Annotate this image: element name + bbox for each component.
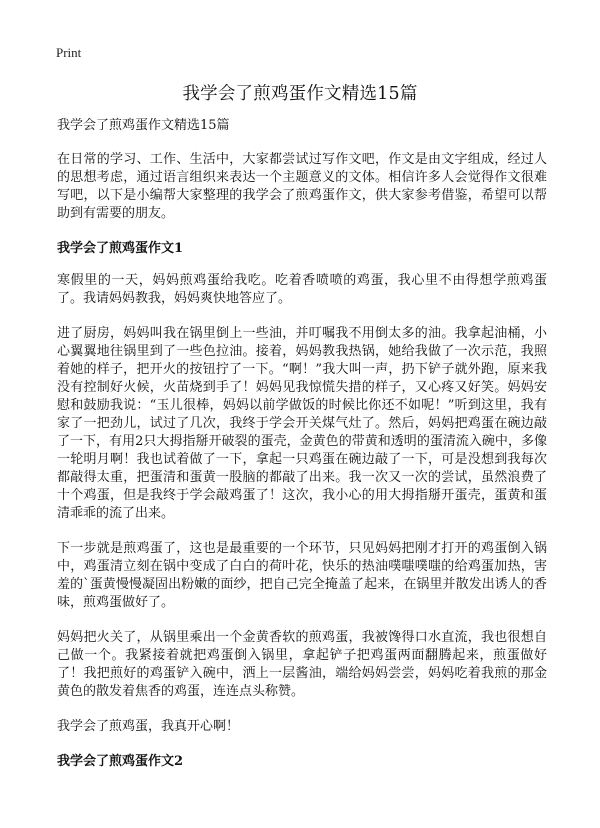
essay-1-paragraph-2: 进了厨房，妈妈叫我在锅里倒上一些油，并叮嘱我不用倒太多的油。我拿起油桶，小心翼翼地往锅里到了一些色拉油。接着，妈妈教我热锅，她给我做了一次示范，我照着她的样子，把开火的按钮拧了一下。“啊！”我大叫一声，扔下铲子就外跑，原来我没有控制好火候，火苗烧到手了！妈妈见我惊慌失措的样子，又心疼又好笑。妈妈安慰和鼓励我说：“玉儿很棒，妈妈以前学做饭的时候比你还不如呢！”听到这里，我有家了一把劲儿，试过了几次，我终于学会开关煤气灶了。然后，妈妈把鸡蛋在碗边敲了一下，有用2只大拇指掰开破裂的蛋壳，金黄色的带黄和透明的蛋清流入碗中，多像一轮明月啊！我也试着做了一下，拿起一只鸡蛋在碗边敲了一下，可是没想到我每次都敲得太重，把蛋清和蛋黄一股脑的都敲了出来。我一次又一次的尝试，虽然浪费了十个鸡蛋，但是我终于学会敲鸡蛋了！这次，我小心的用大拇指掰开蛋壳，蛋黄和蛋清乖乖的流了出来。 (57, 326, 547, 521)
article-body (57, 117, 547, 785)
essay-1-heading: 我学会了煎鸡蛋作文1 (57, 241, 184, 256)
essay-1-paragraph-1: 寒假里的一天，妈妈煎鸡蛋给我吃。吃着香喷喷的鸡蛋，我心里不由得想学煎鸡蛋了。我请妈妈教我，妈妈爽快地答应了。 (57, 273, 547, 306)
essay-1-paragraph-4: 妈妈把火关了，从锅里乘出一个金黄香软的煎鸡蛋，我被馋得口水直流，我也很想自己做一个。我紧接着就把鸡蛋倒入锅里，拿起铲子把鸡蛋两面翻腾起来，煎蛋做好了！我把煎好的鸡蛋铲入碗中，洒上一层酱油，端给妈妈尝尝，妈妈吃着我煎的那金黄色的散发着焦香的鸡蛋，连连点头称赞。 (57, 630, 547, 699)
article-subtitle: 我学会了煎鸡蛋作文精选15篇 (57, 118, 230, 133)
essay-1-paragraph-3: 下一步就是煎鸡蛋了，这也是最重要的一个环节，只见妈妈把刚才打开的鸡蛋倒入锅中，鸡蛋清立刻在锅中变成了白白的荷叶花，快乐的热油噗嗤噗嗤的给鸡蛋加热，害羞的`蛋黄慢慢凝固出粉嫩的面纱，把自己完全掩盖了起来，在锅里并散发出诱人的香味，煎鸡蛋做好了。 (57, 541, 547, 610)
essay-1-paragraph-5: 我学会了煎鸡蛋，我真开心啊！ (57, 719, 240, 734)
page-title: 我学会了煎鸡蛋作文精选15篇 (182, 84, 418, 104)
print-link[interactable]: Print (56, 45, 82, 60)
essay-2-heading: 我学会了煎鸡蛋作文2 (57, 754, 184, 769)
intro-paragraph: 在日常的学习、工作、生活中，大家都尝试过写作文吧，作文是由文字组成，经过人的思想考虑，通过语言组织来表达一个主题意义的文体。相信许多人会觉得作文很难写吧，以下是小编帮大家整理的我学会了煎鸡蛋作文，供大家参考借鉴，希望可以帮助到有需要的朋友。 (57, 152, 547, 221)
